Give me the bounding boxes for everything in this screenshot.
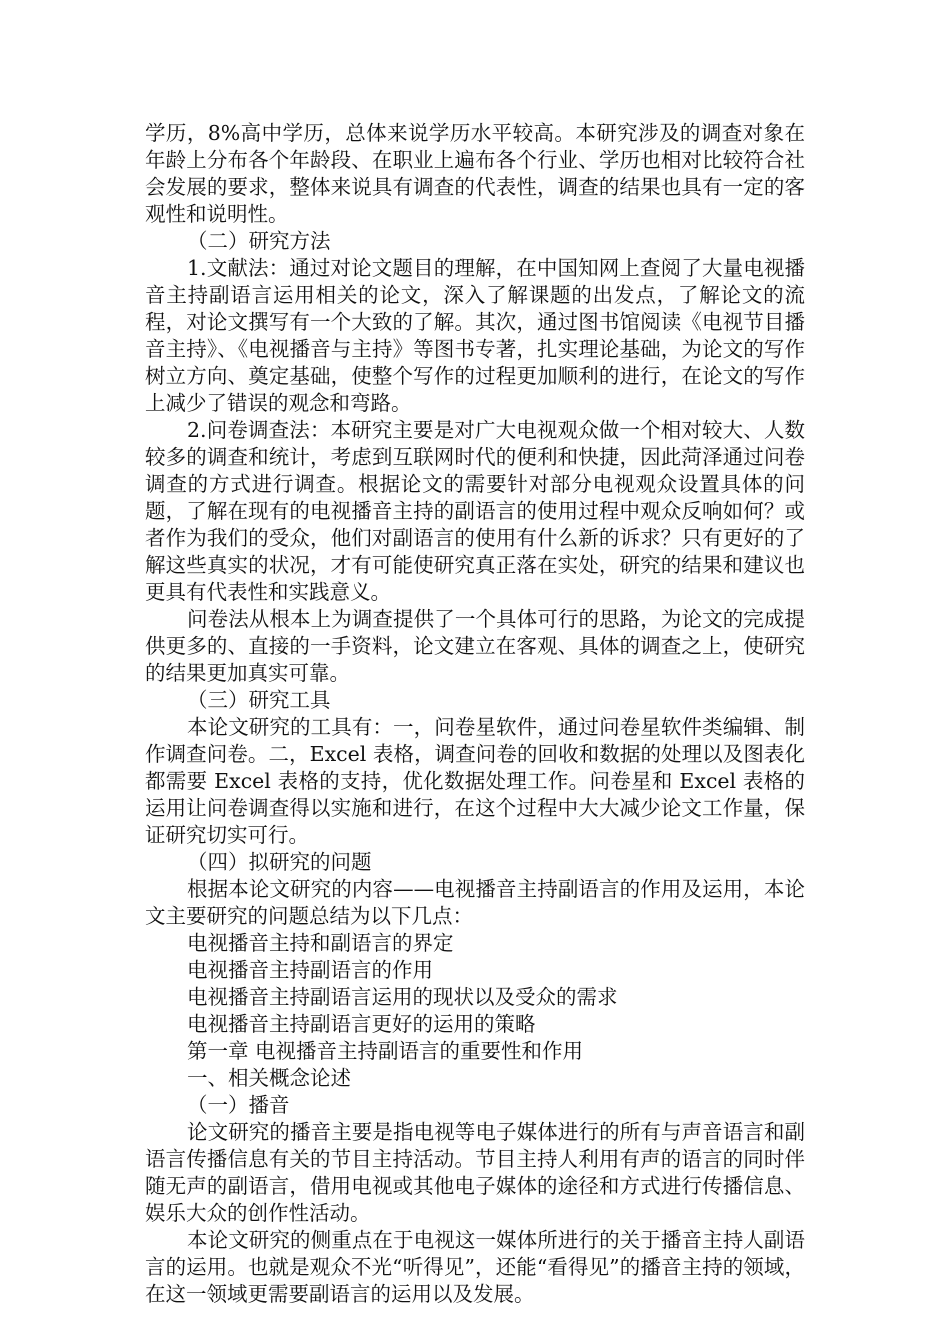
subsection-heading-broadcasting: （一）播音 xyxy=(187,1093,290,1117)
paragraph-respondent-summary: 学历，8%高中学历，总体来说学历水平较高。本研究涉及的调查对象在年龄上分布各个年龄段、在职业上遍布各个行业、学历也相对比较符合社会发展的要求，整体来说具有调查的代表性，调查的结果也具有一定的客观性和说明性。 xyxy=(145,121,805,226)
list-item: 电视播音主持副语言运用的现状以及受众的需求 xyxy=(187,985,618,1009)
section-heading-research-questions: （四）拟研究的问题 xyxy=(187,850,372,874)
paragraph-questionnaire-value: 问卷法从根本上为调查提供了一个具体可行的思路，为论文的完成提供更多的、直接的一手资料，论文建立在客观、具体的调查之上，使研究的结果更加真实可靠。 xyxy=(145,607,805,685)
paragraph-questionnaire-method: 2.问卷调查法：本研究主要是对广大电视观众做一个相对较大、人数较多的调查和统计，考虑到互联网时代的便利和快捷，因此菏泽通过问卷调查的方式进行调查。根据论文的需要针对部分电视观众设置具体的问题，了解在现有的电视播音主持的副语言的使用过程中观众反响如何？或者作为我们的受众，他们对副语言的使用有什么新的诉求？只有更好的了解这些真实的状况，才有可能使研究真正落在实处，研究的结果和建议也更具有代表性和实践意义。 xyxy=(145,418,805,604)
section-title-concepts: 一、相关概念论述 xyxy=(187,1066,351,1090)
document-page xyxy=(145,120,805,1308)
section-heading-research-methods: （二）研究方法 xyxy=(187,229,331,253)
paragraph-literature-method: 1.文献法：通过对论文题目的理解，在中国知网上查阅了大量电视播音主持副语言运用相关的论文，深入了解课题的出发点，了解论文的流程，对论文撰写有一个大致的了解。其次，通过图书馆阅读《电视节目播音主持》、《电视播音与主持》等图书专著，扎实理论基础，为论文的写作树立方向、奠定基础，使整个写作的过程更加顺利的进行，在论文的写作上减少了错误的观念和弯路。 xyxy=(145,256,805,415)
paragraph-research-tools: 本论文研究的工具有：一，问卷星软件，通过问卷星软件类编辑、制作调查问卷。二，Excel 表格，调查问卷的回收和数据的处理以及图表化都需要 Excel 表格的支持，优化数据处理工作。问卷星和 Excel 表格的运用让问卷调查得以实施和进行，在这个过程中大大减少论文工作量，保证研究切实可行。 xyxy=(145,715,805,847)
list-item: 电视播音主持副语言的作用 xyxy=(187,958,433,982)
list-item: 电视播音主持副语言更好的运用的策略 xyxy=(187,1012,536,1036)
list-item: 电视播音主持和副语言的界定 xyxy=(187,931,454,955)
paragraph-research-focus: 本论文研究的侧重点在于电视这一媒体所进行的关于播音主持人副语言的运用。也就是观众不光“听得见”，还能“看得见”的播音主持的领域，在这一领域更需要副语言的运用以及发展。 xyxy=(145,1228,805,1306)
section-heading-research-tools: （三）研究工具 xyxy=(187,688,331,712)
paragraph-research-questions-intro: 根据本论文研究的内容——电视播音主持副语言的作用及运用，本论文主要研究的问题总结为以下几点： xyxy=(145,877,805,928)
paragraph-broadcasting-definition: 论文研究的播音主要是指电视等电子媒体进行的所有与声音语言和副语言传播信息有关的节目主持活动。节目主持人利用有声的语言的同时伴随无声的副语言，借用电视或其他电子媒体的途径和方式进行传播信息、娱乐大众的创作性活动。 xyxy=(145,1120,805,1225)
chapter-title: 第一章 电视播音主持副语言的重要性和作用 xyxy=(187,1039,584,1063)
